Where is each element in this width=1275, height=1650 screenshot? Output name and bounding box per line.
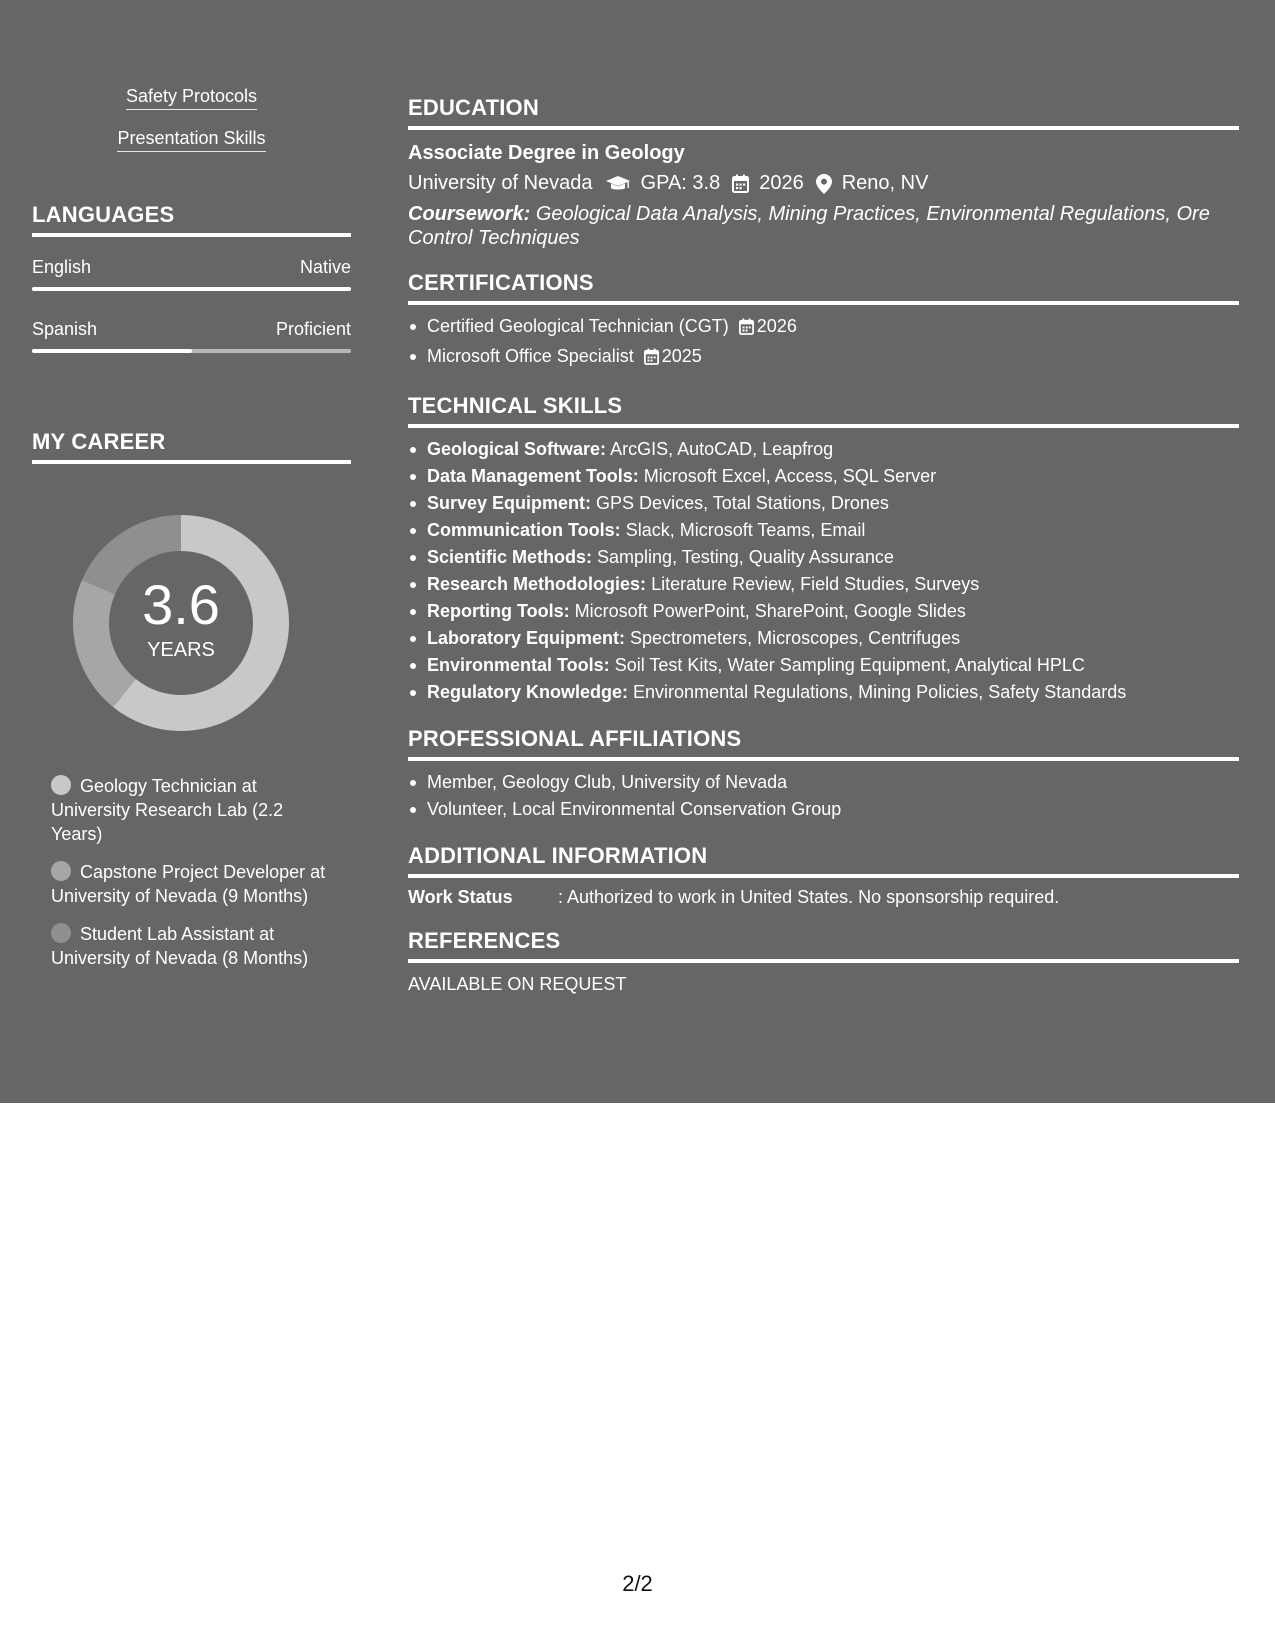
career-label: Student Lab Assistant at University of Nevada (8 Months): [51, 924, 309, 968]
skill-value: Microsoft PowerPoint, SharePoint, Google Slides: [574, 601, 966, 621]
certification-year: 2026: [756, 316, 797, 336]
location: Reno, NV: [841, 172, 929, 194]
skill-value: Microsoft Excel, Access, SQL Server: [643, 466, 937, 486]
legend-dot-icon: [51, 861, 71, 881]
language-level: Native: [299, 257, 351, 277]
coursework-label: Coursework:: [408, 203, 531, 225]
graduation-cap-icon: [605, 175, 631, 193]
legend-dot-icon: [51, 775, 71, 795]
calendar-icon: [732, 174, 749, 193]
education-section: [408, 95, 1239, 250]
career-item: [51, 922, 331, 970]
additional-info-section: [408, 843, 1239, 908]
certification-name: Microsoft Office Specialist: [427, 346, 634, 366]
career-item: [51, 860, 331, 908]
skill-value: Spectrometers, Microscopes, Centrifuges: [630, 628, 961, 648]
skill-value: GPS Devices, Total Stations, Drones: [596, 493, 889, 513]
education-heading: EDUCATION: [408, 95, 1239, 130]
certifications-section: [408, 270, 1239, 373]
list-item: [408, 436, 1239, 463]
career-donut-chart: [66, 508, 296, 738]
coursework-text: Geological Data Analysis, Mining Practices, Environmental Regulations, Ore Control Techniques: [408, 203, 1210, 249]
list-item: [408, 517, 1239, 544]
language-level: Proficient: [275, 319, 351, 339]
degree-title: Associate Degree in Geology: [408, 142, 685, 164]
skill-item: Presentation Skills: [117, 128, 265, 152]
language-row-english: [32, 257, 351, 278]
career-unit: YEARS: [147, 638, 215, 661]
graduation-year: 2026: [759, 172, 804, 194]
map-pin-icon: [816, 174, 832, 194]
list-item: [408, 679, 1239, 706]
certifications-list: [408, 313, 1239, 373]
skill-label: Geological Software:: [427, 439, 607, 459]
skill-label: Regulatory Knowledge:: [427, 682, 629, 702]
skill-label: Reporting Tools:: [427, 601, 570, 621]
languages-heading: LANGUAGES: [32, 202, 351, 237]
donut-center: [66, 508, 296, 738]
list-item: [408, 313, 1239, 343]
skill-item: Safety Protocols: [126, 86, 257, 110]
language-bar-fill: [32, 349, 192, 353]
skill-label: Communication Tools:: [427, 520, 621, 540]
list-item: [408, 598, 1239, 625]
skill-label: Environmental Tools:: [427, 655, 610, 675]
technical-skills-section: [408, 393, 1239, 706]
affiliations-list: [408, 769, 1239, 823]
technical-skills-list: [408, 436, 1239, 706]
language-bar-spanish: [32, 349, 351, 353]
references-text: AVAILABLE ON REQUEST: [408, 974, 627, 994]
references-heading: REFERENCES: [408, 928, 1239, 963]
skill-label: Data Management Tools:: [427, 466, 639, 486]
skill-value: Slack, Microsoft Teams, Email: [625, 520, 866, 540]
page-number: 2/2: [622, 1571, 653, 1596]
calendar-icon: [644, 346, 659, 373]
career-heading: MY CAREER: [32, 429, 351, 464]
skill-label: Laboratory Equipment:: [427, 628, 626, 648]
legend-dot-icon: [51, 923, 71, 943]
technical-skills-heading: TECHNICAL SKILLS: [408, 393, 1239, 428]
language-bar-fill: [32, 287, 351, 291]
gpa: GPA: 3.8: [640, 172, 721, 194]
skill-label: Survey Equipment:: [427, 493, 592, 513]
skill-label: Scientific Methods:: [427, 547, 593, 567]
affiliations-section: [408, 726, 1239, 823]
list-item: [408, 343, 1239, 373]
list-item: Member, Geology Club, University of Nevada: [408, 769, 1239, 796]
skill-value: Literature Review, Field Studies, Surveys: [651, 574, 980, 594]
language-bar-english: [32, 287, 351, 291]
school-name: University of Nevada: [408, 172, 593, 194]
skill-value: Environmental Regulations, Mining Policies, Safety Standards: [633, 682, 1127, 702]
language-row-spanish: [32, 319, 351, 340]
work-status-row: [408, 887, 1239, 908]
certification-year: 2025: [661, 346, 702, 366]
career-label: Geology Technician at University Research Lab (2.2 Years): [51, 776, 284, 844]
affiliations-heading: PROFESSIONAL AFFILIATIONS: [408, 726, 1239, 761]
education-details: [408, 172, 1239, 195]
calendar-icon: [739, 316, 754, 343]
references-section: [408, 928, 1239, 995]
list-item: [408, 652, 1239, 679]
certification-name: Certified Geological Technician (CGT): [427, 316, 729, 336]
list-item: [408, 571, 1239, 598]
career-item: [51, 774, 331, 846]
list-item: [408, 625, 1239, 652]
career-legend: [51, 774, 331, 970]
skill-value: Soil Test Kits, Water Sampling Equipment, Analytical HPLC: [614, 655, 1085, 675]
additional-info-heading: ADDITIONAL INFORMATION: [408, 843, 1239, 878]
language-name: English: [32, 257, 92, 277]
main-content: [408, 95, 1239, 995]
work-status-value: : Authorized to work in United States. No sponsorship required.: [558, 887, 1060, 907]
certifications-heading: CERTIFICATIONS: [408, 270, 1239, 305]
career-label: Capstone Project Developer at University of Nevada (9 Months): [51, 862, 326, 906]
list-item: [408, 544, 1239, 571]
list-item: [408, 463, 1239, 490]
list-item: [408, 490, 1239, 517]
coursework: [408, 202, 1239, 250]
language-name: Spanish: [32, 319, 98, 339]
skill-label: Research Methodologies:: [427, 574, 647, 594]
work-status-label: Work Status: [408, 887, 513, 907]
skill-value: ArcGIS, AutoCAD, Leapfrog: [610, 439, 834, 459]
list-item: Volunteer, Local Environmental Conservation Group: [408, 796, 1239, 823]
skill-value: Sampling, Testing, Quality Assurance: [597, 547, 894, 567]
career-total: 3.6: [142, 572, 220, 636]
sidebar: [32, 86, 351, 970]
